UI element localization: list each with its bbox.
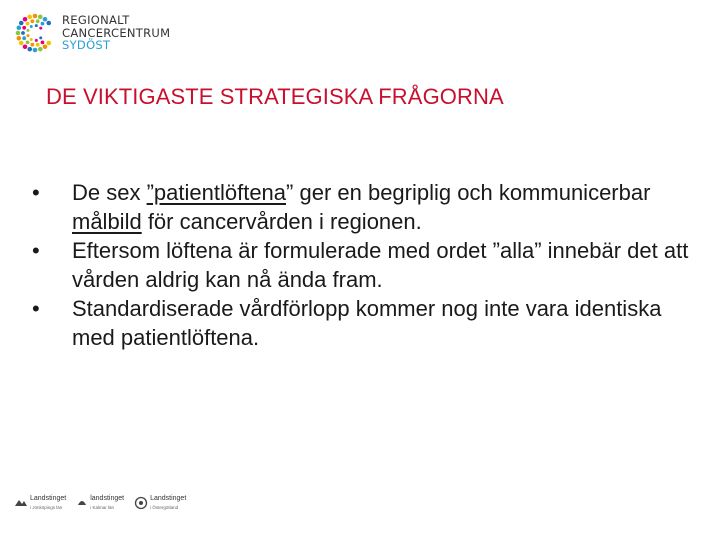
kalmar-emblem-icon	[76, 496, 88, 510]
logo-dot	[46, 21, 51, 26]
rcc-logo-text	[62, 14, 170, 52]
logo-dot	[43, 17, 48, 22]
footer-logo-sub: i Östergötland	[150, 505, 179, 510]
bullet-item-3	[32, 294, 692, 352]
bullet-list	[32, 178, 692, 352]
underlined-term: målbild	[72, 209, 142, 234]
logo-dot	[39, 36, 42, 39]
logo-dot	[30, 43, 34, 47]
bullet-text-part: för cancervården i regionen.	[141, 209, 422, 234]
bullet-icon: •	[32, 180, 40, 205]
logo-dot	[35, 39, 38, 42]
bullet-text-part: ” ger en begriplig och kommunicerbar	[286, 180, 651, 205]
logo-dot	[41, 40, 45, 44]
logo-dot	[27, 15, 32, 20]
rcc-logo	[14, 12, 170, 54]
logo-dot	[23, 44, 28, 49]
footer-logo-name: Landstinget	[30, 495, 67, 502]
footer-logo-ostergotland	[134, 495, 186, 511]
footer-logo-name: landstinget	[90, 495, 125, 502]
logo-dot	[22, 36, 26, 40]
logo-dot	[30, 19, 34, 23]
logo-line-1: REGIONALT	[62, 13, 130, 28]
logo-dot	[38, 47, 43, 52]
bullet-icon: •	[32, 296, 40, 321]
logo-dot	[30, 38, 33, 41]
logo-dot	[30, 25, 33, 28]
logo-line-2: CANCERCENTRUM	[62, 25, 171, 40]
logo-line-3: SYDÖST	[62, 38, 111, 53]
footer-logo-kalmar	[76, 495, 124, 511]
logo-dot	[19, 41, 24, 46]
logo-dot	[43, 44, 48, 49]
logo-dot	[35, 24, 38, 27]
logo-dot	[16, 31, 21, 36]
ostergotland-emblem-icon	[134, 496, 148, 510]
logo-dot	[36, 19, 40, 23]
logo-dot	[36, 43, 40, 47]
logo-dot	[26, 40, 30, 44]
bullet-item-2	[32, 236, 692, 294]
bullet-text-part: De sex	[72, 180, 147, 205]
footer-logo-name: Landstinget	[150, 495, 187, 502]
logo-dot	[46, 41, 51, 46]
rcc-logo-icon	[14, 12, 56, 54]
logo-dot	[26, 34, 29, 37]
logo-dot	[27, 47, 32, 52]
bullet-icon: •	[32, 238, 40, 263]
logo-dot	[22, 26, 26, 30]
logo-dot	[38, 15, 43, 20]
logo-dot	[17, 36, 22, 41]
logo-dot	[33, 14, 38, 19]
bullet-item-1	[32, 178, 692, 236]
logo-dot	[33, 48, 38, 53]
logo-dot	[41, 22, 45, 26]
logo-dot	[19, 21, 24, 26]
logo-dot	[26, 29, 29, 32]
slide-title: DE VIKTIGASTE STRATEGISKA FRÅGORNA	[46, 84, 504, 109]
logo-dot	[17, 25, 22, 30]
footer-logo-sub: i Jönköpings län	[30, 505, 63, 510]
jonkoping-emblem-icon	[14, 496, 28, 510]
footer-logo-sub: i Kalmar län	[90, 505, 114, 510]
logo-dot	[21, 31, 25, 35]
bullet-text-part: Eftersom löftena är formulerade med ordet ”alla” innebär det att vården aldrig kan nå ända fram.	[72, 238, 689, 292]
underlined-term: ”patientlöftena	[146, 180, 287, 205]
footer-logo-jonkoping	[14, 495, 66, 511]
logo-dot	[39, 27, 42, 30]
logo-dot	[23, 17, 28, 22]
bullet-text-part: Standardiserade vårdförlopp kommer nog inte vara identiska med patientlöftena.	[72, 296, 662, 350]
logo-dot	[26, 22, 30, 26]
footer-logos	[14, 495, 196, 511]
